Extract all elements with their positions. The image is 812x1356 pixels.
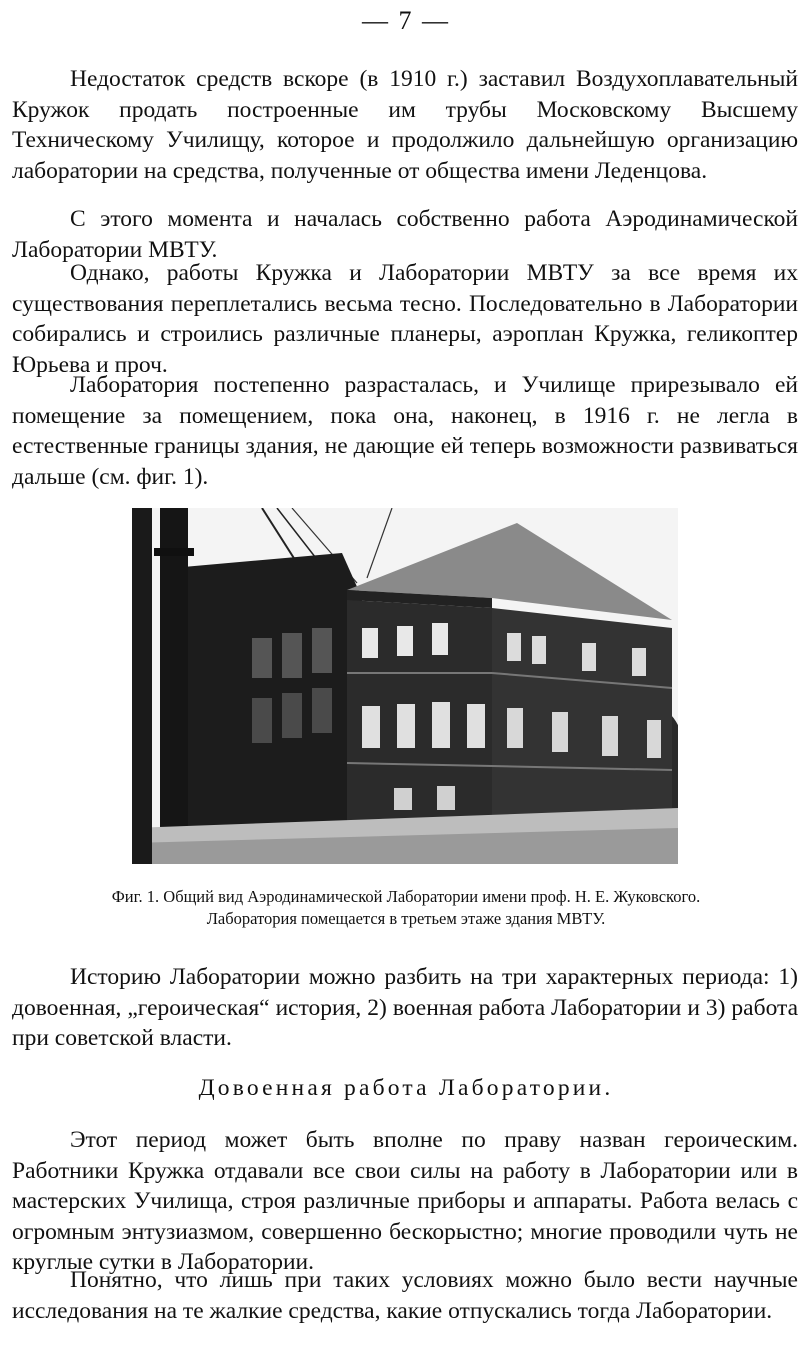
paragraph-7: Понятно, что лишь при таких условиях можно было вести научные исследования на те жалкие средства, какие отпускались тогда Лаборатории. (12, 1267, 798, 1324)
paragraph-4: Лаборатория постепенно разрасталась, и Училище прирезывало ей помещение за помещением, пока она, наконец, в 1916 г. не легла в естественные границы здания, не дающие ей теперь возможности развиваться дальше (см. фиг. 1). (12, 372, 798, 490)
section-title: Довоенная работа Лаборатории. (198, 1075, 614, 1101)
page-number: — 7 — (362, 6, 450, 35)
paragraph-1: Недостаток средств вскоре (в 1910 г.) заставил Воздухоплавательный Кружок продать построенные им трубы Московскому Высшему Техническому Училищу, которое и продолжило дальнейшую организацию лаборатории на средства, полученные от общества имени Леденцова. (12, 66, 798, 184)
paragraph-5: Историю Лаборатории можно разбить на три характерных периода: 1) довоенная, „героическая“ история, 2) военная работа Лаборатории и 3) работа при советской власти. (12, 964, 798, 1051)
paragraph-3: Однако, работы Кружка и Лаборатории МВТУ за все время их существования переплетались весьма тесно. Последовательно в Лаборатории собирались и строились различные планеры, аэроплан Кружка, геликоптер Юрьева и проч. (12, 260, 798, 378)
paragraph-6: Этот период может быть вполне по праву назван героическим. Работники Кружка отдавали все свои силы на работу в Лаборатории или в мастерских Училища, строя различные приборы и аппараты. Работа велась с огромным энтузиазмом, совершенно бескорыстно; многие проводили чуть не круглые сутки в Лаборатории. (12, 1127, 798, 1275)
paragraph-2: С этого момента и началась собственно работа Аэродинамической Лаборатории МВТУ. (12, 206, 798, 263)
building-photo-drawing (132, 508, 678, 864)
figure-caption-line-1: Фиг. 1. Общий вид Аэродинамической Лаборатории имени проф. Н. Е. Жуковского. (111, 887, 701, 906)
building-photo (132, 508, 678, 864)
figure-caption-line-2: Лаборатория помещается в третьем этаже здания МВТУ. (206, 909, 606, 928)
